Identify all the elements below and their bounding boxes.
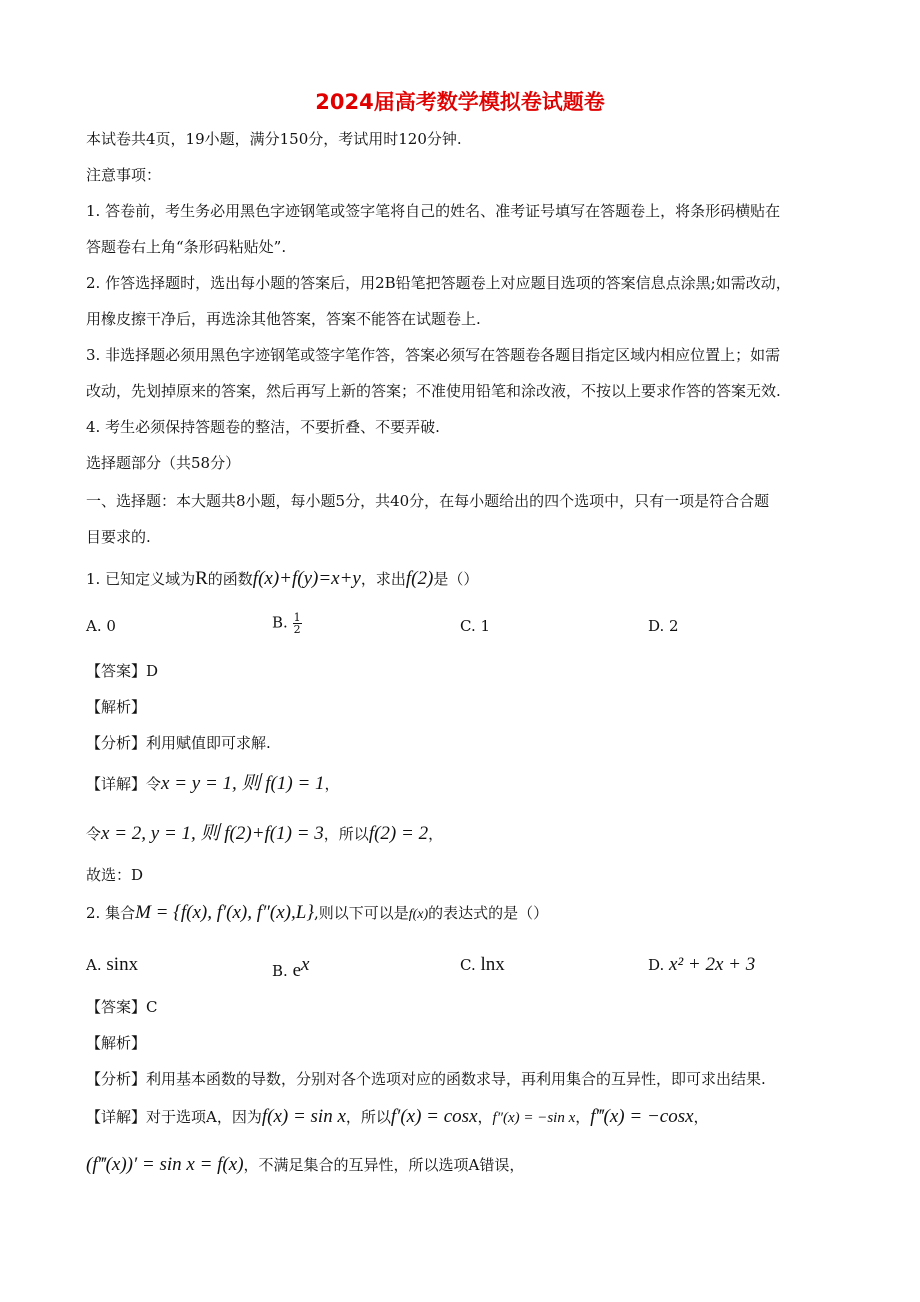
conclusion: 故选：D: [86, 866, 144, 884]
math-target: f(2): [405, 568, 434, 589]
option-c: C. 1: [460, 617, 491, 635]
math-set: M = {f(x), f′(x), f″(x),L}: [135, 902, 314, 923]
notice-line: 改动，先划掉原来的答案，然后再写上新的答案；不准使用铅笔和涂改液，不按以上要求作答的答案无效.: [86, 382, 781, 400]
option-a: A. 0: [86, 617, 116, 635]
section-heading: 选择题部分（共58分）: [86, 454, 241, 472]
intro-text: 本试卷共4页，19小题，满分150分，考试用时120分钟.: [86, 130, 462, 148]
option-d: D. x² + 2x + 3: [648, 954, 756, 975]
notice-line: 4. 考生必须保持答题卷的整洁，不要折叠、不要弄破.: [86, 418, 440, 436]
math-formula: f(x)+f(y)=x+y: [252, 568, 361, 589]
detail-line: 令x = 2, y = 1, 则 f(2)+f(1) = 3，所以f(2) = 2，: [86, 823, 444, 844]
fenxi: 【分析】利用基本函数的导数，分别对各个选项对应的函数求导，再利用集合的互异性，即可求出结果.: [86, 1070, 766, 1088]
analysis-label: 【解析】: [86, 698, 147, 716]
notice-line: 答题卷右上角“条形码粘贴处”.: [86, 238, 287, 256]
notice-line: 用橡皮擦干净后，再选涂其他答案，答案不能答在试题卷上.: [86, 310, 481, 328]
notice-line: 1. 答卷前，考生务必用黑色字迹钢笔或签字笔将自己的姓名、准考证号填写在答题卷上，将条形码横贴在: [86, 202, 781, 220]
fenxi: 【分析】利用赋值即可求解.: [86, 734, 271, 752]
option-c: C. lnx: [460, 954, 505, 975]
page-title: 2024届高考数学模拟卷试题卷: [315, 90, 605, 114]
option-a: A. sinx: [86, 954, 139, 975]
notice-line: 3. 非选择题必须用黑色字迹钢笔或签字笔作答，答案必须写在答题卷各题目指定区域内相应位置上；如需: [86, 346, 781, 364]
detail-line: 【详解】对于选项A，因为f(x) = sin x，所以f′(x) = cosx，f″(x) = −sin x，f‴(x) = −cosx，: [86, 1106, 709, 1127]
part-intro: 目要求的.: [86, 528, 151, 546]
option-b: B. $e^x$: [272, 954, 310, 981]
notice-line: 2. 作答选择题时，选出每小题的答案后，用2B铅笔把答题卷上对应题目选项的答案信息点涂黑;如需改动，: [86, 274, 791, 292]
detail-line: (f‴(x))′ = sin x = f(x)，不满足集合的互异性，所以选项A错误，: [86, 1154, 525, 1175]
math-domain: R: [195, 568, 208, 589]
option-d: D. 2: [648, 617, 679, 635]
analysis-label: 【解析】: [86, 1034, 147, 1052]
fraction: $\frac{1}{2}$: [293, 611, 301, 636]
part-intro: 一、选择题：本大题共8小题，每小题5分，共40分，在每小题给出的四个选项中，只有一项是符合合题: [86, 492, 770, 510]
answer: 【答案】C: [86, 998, 158, 1016]
answer: 【答案】D: [86, 662, 159, 680]
detail-line: 【详解】令x = y = 1, 则 f(1) = 1，: [86, 773, 340, 794]
option-b: B. $\frac{1}{2}$: [272, 611, 301, 636]
notice-heading: 注意事项：: [86, 166, 162, 184]
question-1-stem: 1. 已知定义域为R的函数f(x)+f(y)=x+y，求出f(2)是（）: [86, 568, 479, 589]
question-2-stem: 2. 集合M = {f(x), f′(x), f″(x),L},则以下可以是f(x)的表达式的是（）: [86, 902, 549, 923]
